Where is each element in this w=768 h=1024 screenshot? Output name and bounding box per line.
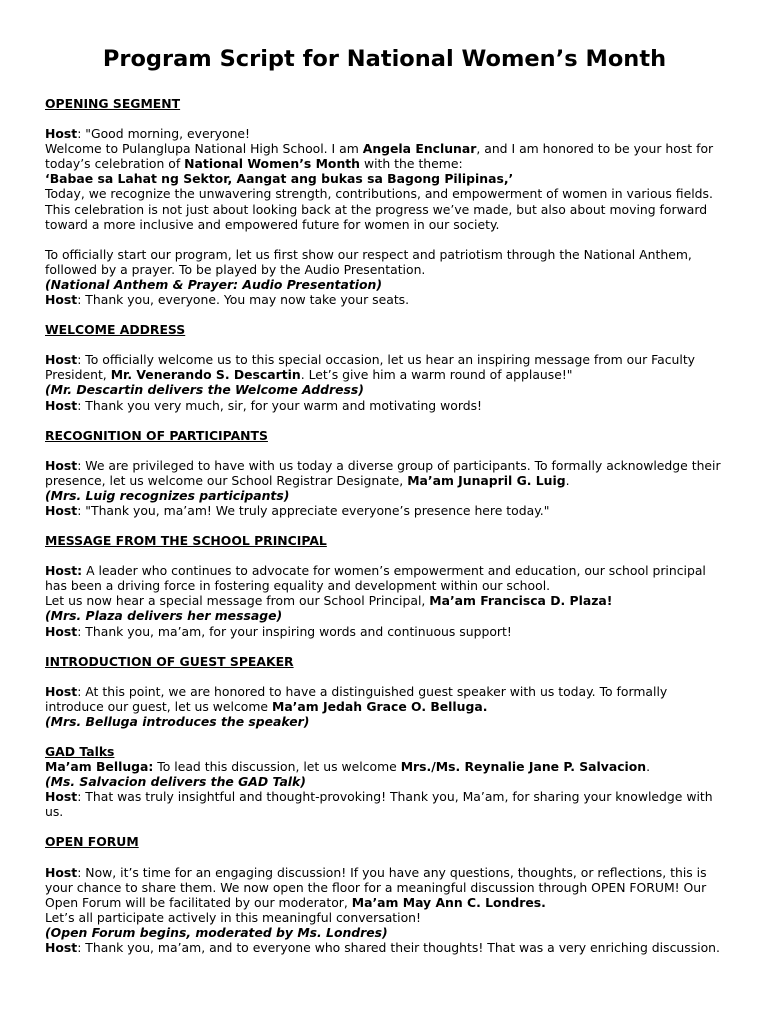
- recognition-intro: Host: We are privileged to have with us today a diverse group of participants. To formally acknowledge their presence, let us welcome our School Registrar Designate, Ma’am Junapril G. Luig.: [45, 457, 721, 488]
- forum-thanks: Host: Thank you, ma’am, and to everyone who shared their thoughts! That was a very enriching discussion.: [45, 940, 720, 956]
- section-recognition: [45, 458, 724, 518]
- principal-thanks: Host: Thank you, ma’am, for your inspiring words and continuous support!: [45, 623, 512, 639]
- opening-welcome: Welcome to Pulanglupa National High School. I am Angela Enclunar, and I am honored to be your host for today’s celebration of National Women’s Month with the theme:: [45, 141, 714, 172]
- guest-intro: Host: At this point, we are honored to have a distinguished guest speaker with us today. To formally introduce our guest, let us welcome Ma’am Jedah Grace O. Belluga.: [45, 683, 668, 714]
- recognition-stage-direction: (Mrs. Luig recognizes participants): [45, 487, 290, 503]
- opening-anthem: To officially start our program, let us first show our respect and patriotism through the National Anthem, followed by a prayer. To be played by the Audio Presentation.: [45, 246, 692, 277]
- heading-open-forum: OPEN FORUM: [45, 834, 139, 850]
- forum-intro: Host: Now, it’s time for an engaging discussion! If you have any questions, thoughts, or reflections, this is your chance to share them. We now open the floor for a meaningful discussion through OPEN FORUM! Our Open Forum will be facilitated by our moderator, Ma’am May Ann C. Londres.: [45, 864, 707, 910]
- welcome-stage-direction: (Mr. Descartin delivers the Welcome Address): [45, 382, 364, 398]
- principal-invite: Let us now hear a special message from our School Principal, Ma’am Francisca D. Plaza!: [45, 593, 613, 609]
- opening-theme: ‘Babae sa Lahat ng Sektor, Aangat ang bukas sa Bagong Pilipinas,’: [45, 171, 514, 187]
- section-principal: [45, 563, 724, 638]
- forum-participate: Let’s all participate actively in this meaningful conversation!: [45, 909, 422, 925]
- heading-opening-segment: OPENING SEGMENT: [45, 96, 181, 111]
- principal-intro: Host: A leader who continues to advocate for women’s empowerment and education, our school principal has been a driving force in fostering equality and development within our school.: [45, 563, 706, 594]
- section-guest: [45, 684, 724, 729]
- welcome-intro: Host: To officially welcome us to this special occasion, let us hear an inspiring message from our Faculty President, Mr. Venerando S. Descartin. Let’s give him a warm round of applause!": [45, 352, 696, 383]
- section-welcome: [45, 352, 724, 412]
- heading-gad-talks: GAD Talks: [45, 744, 115, 759]
- gad-stage-direction: (Ms. Salvacion delivers the GAD Talk): [45, 774, 306, 790]
- section-opening: [45, 126, 724, 307]
- opening-greeting: Host: "Good morning, everyone!: [45, 126, 251, 142]
- gad-intro: Ma’am Belluga: To lead this discussion, let us welcome Mrs./Ms. Reynalie Jane P. Salvacion.: [45, 759, 651, 775]
- section-forum: [45, 865, 724, 956]
- heading-recognition: RECOGNITION OF PARTICIPANTS: [45, 427, 268, 443]
- welcome-thanks: Host: Thank you very much, sir, for your warm and motivating words!: [45, 397, 482, 413]
- gad-thanks: Host: That was truly insightful and thought-provoking! Thank you, Ma’am, for sharing your knowledge with us.: [45, 789, 713, 820]
- principal-stage-direction: (Mrs. Plaza delivers her message): [45, 608, 283, 624]
- opening-thanks: Host: Thank you, everyone. You may now take your seats.: [45, 292, 410, 308]
- recognition-thanks: Host: "Thank you, ma’am! We truly appreciate everyone’s presence here today.": [45, 502, 550, 518]
- page-title: Program Script for National Women’s Month: [102, 46, 667, 72]
- opening-paragraph: Today, we recognize the unwavering strength, contributions, and empowerment of women in various fields. This celebration is not just about looking back at the progress we’ve made, but also about moving forward toward a more inclusive and empowered future for women in our society.: [45, 186, 713, 232]
- section-gad: [45, 759, 724, 819]
- heading-guest-speaker: INTRODUCTION OF GUEST SPEAKER: [45, 653, 294, 669]
- opening-stage-direction: (National Anthem & Prayer: Audio Presentation): [45, 276, 382, 292]
- forum-stage-direction: (Open Forum begins, moderated by Ms. Londres): [45, 924, 388, 940]
- heading-welcome-address: WELCOME ADDRESS: [45, 322, 186, 338]
- guest-stage-direction: (Mrs. Belluga introduces the speaker): [45, 713, 310, 729]
- heading-principal-message: MESSAGE FROM THE SCHOOL PRINCIPAL: [45, 533, 327, 549]
